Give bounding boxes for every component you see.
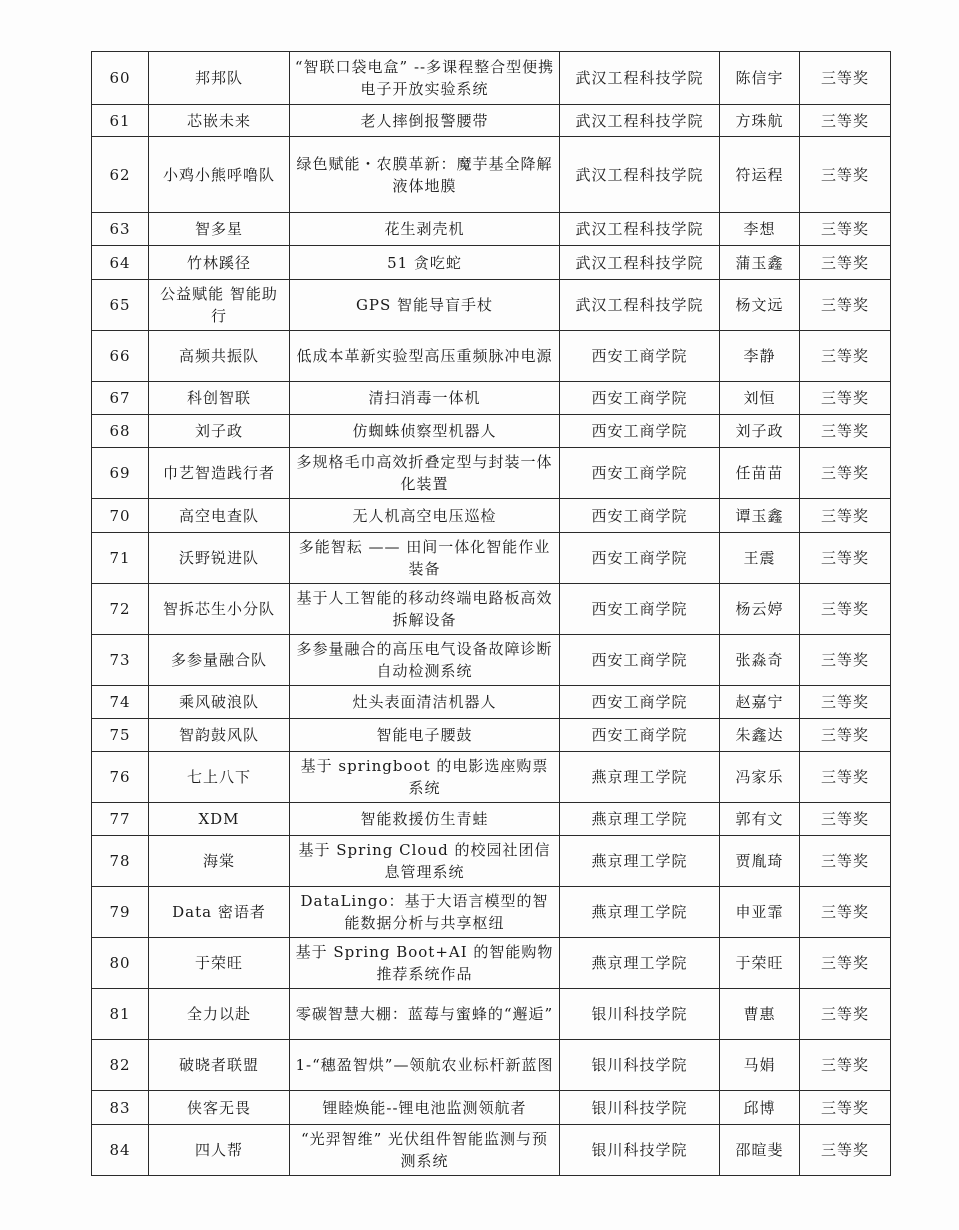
project-title-cell: “光羿智维” 光伏组件智能监测与预测系统 [290,1125,560,1176]
leader-cell: 赵嘉宁 [720,686,800,719]
table-row [92,686,891,719]
row-number-cell: 60 [92,52,149,105]
leader-cell: 于荣旺 [720,938,800,989]
project-title-cell: 零碳智慧大棚：蓝莓与蜜蜂的“邂逅” [290,989,560,1040]
leader-cell: 任苗苗 [720,448,800,499]
school-cell: 西安工商学院 [560,499,720,533]
school-cell: 武汉工程科技学院 [560,246,720,280]
team-name-cell: Data 密语者 [149,887,290,938]
row-number-cell: 71 [92,533,149,584]
leader-cell: 马娟 [720,1040,800,1091]
project-title-cell: 仿蜘蛛侦察型机器人 [290,415,560,448]
leader-cell: 邵暄斐 [720,1125,800,1176]
row-number-cell: 76 [92,752,149,803]
team-name-cell: 智韵鼓风队 [149,719,290,752]
row-number-cell: 67 [92,382,149,415]
table-row [92,1040,891,1091]
award-cell: 三等奖 [800,52,891,105]
leader-cell: 陈信宇 [720,52,800,105]
award-cell: 三等奖 [800,752,891,803]
leader-cell: 曹惠 [720,989,800,1040]
project-title-cell: 低成本革新实验型高压重频脉冲电源 [290,331,560,382]
row-number-cell: 65 [92,280,149,331]
award-cell: 三等奖 [800,213,891,246]
school-cell: 燕京理工学院 [560,803,720,836]
team-name-cell: 沃野锐进队 [149,533,290,584]
table-row [92,887,891,938]
award-cell: 三等奖 [800,719,891,752]
project-title-cell: DataLingo：基于大语言模型的智能数据分析与共享枢纽 [290,887,560,938]
school-cell: 银川科技学院 [560,1125,720,1176]
award-cell: 三等奖 [800,331,891,382]
team-name-cell: 芯嵌未来 [149,105,290,137]
project-title-cell: 无人机高空电压巡检 [290,499,560,533]
row-number-cell: 70 [92,499,149,533]
award-cell: 三等奖 [800,1091,891,1125]
award-cell: 三等奖 [800,1125,891,1176]
leader-cell: 方珠航 [720,105,800,137]
team-name-cell: 竹林蹊径 [149,246,290,280]
table-row [92,52,891,105]
project-title-cell: 多规格毛巾高效折叠定型与封装一体化装置 [290,448,560,499]
team-name-cell: 侠客无畏 [149,1091,290,1125]
table-row [92,280,891,331]
award-cell: 三等奖 [800,836,891,887]
team-name-cell: 刘子政 [149,415,290,448]
school-cell: 银川科技学院 [560,989,720,1040]
school-cell: 银川科技学院 [560,1091,720,1125]
row-number-cell: 74 [92,686,149,719]
award-cell: 三等奖 [800,989,891,1040]
leader-cell: 李静 [720,331,800,382]
row-number-cell: 81 [92,989,149,1040]
school-cell: 武汉工程科技学院 [560,105,720,137]
leader-cell: 蒲玉鑫 [720,246,800,280]
project-title-cell: “智联口袋电盒” --多课程整合型便携电子开放实验系统 [290,52,560,105]
team-name-cell: 四人帮 [149,1125,290,1176]
row-number-cell: 82 [92,1040,149,1091]
table-row [92,415,891,448]
project-title-cell: GPS 智能导盲手杖 [290,280,560,331]
school-cell: 西安工商学院 [560,533,720,584]
table-row [92,382,891,415]
school-cell: 武汉工程科技学院 [560,280,720,331]
row-number-cell: 79 [92,887,149,938]
school-cell: 银川科技学院 [560,1040,720,1091]
school-cell: 西安工商学院 [560,719,720,752]
school-cell: 燕京理工学院 [560,938,720,989]
table-row [92,499,891,533]
awards-table-body [92,52,891,1176]
table-row [92,635,891,686]
row-number-cell: 72 [92,584,149,635]
leader-cell: 符运程 [720,137,800,213]
project-title-cell: 51 贪吃蛇 [290,246,560,280]
team-name-cell: 邦邦队 [149,52,290,105]
table-row [92,938,891,989]
project-title-cell: 1-“穗盈智烘”—领航农业标杆新蓝图 [290,1040,560,1091]
project-title-cell: 绿色赋能・农膜革新：魔芋基全降解液体地膜 [290,137,560,213]
table-row [92,719,891,752]
project-title-cell: 多能智耘 —— 田间一体化智能作业装备 [290,533,560,584]
row-number-cell: 80 [92,938,149,989]
row-number-cell: 63 [92,213,149,246]
school-cell: 西安工商学院 [560,331,720,382]
school-cell: 武汉工程科技学院 [560,213,720,246]
project-title-cell: 基于 Spring Cloud 的校园社团信息管理系统 [290,836,560,887]
leader-cell: 朱鑫达 [720,719,800,752]
award-cell: 三等奖 [800,382,891,415]
award-cell: 三等奖 [800,635,891,686]
leader-cell: 杨文远 [720,280,800,331]
school-cell: 西安工商学院 [560,448,720,499]
school-cell: 西安工商学院 [560,635,720,686]
school-cell: 西安工商学院 [560,584,720,635]
table-row [92,533,891,584]
school-cell: 西安工商学院 [560,415,720,448]
award-cell: 三等奖 [800,1040,891,1091]
award-cell: 三等奖 [800,415,891,448]
leader-cell: 杨云婷 [720,584,800,635]
table-row [92,448,891,499]
award-cell: 三等奖 [800,280,891,331]
project-title-cell: 基于 Spring Boot+AI 的智能购物推荐系统作品 [290,938,560,989]
team-name-cell: 高频共振队 [149,331,290,382]
project-title-cell: 老人摔倒报警腰带 [290,105,560,137]
row-number-cell: 75 [92,719,149,752]
team-name-cell: 于荣旺 [149,938,290,989]
table-row [92,1125,891,1176]
team-name-cell: 全力以赴 [149,989,290,1040]
leader-cell: 刘恒 [720,382,800,415]
project-title-cell: 锂睦焕能--锂电池监测领航者 [290,1091,560,1125]
award-cell: 三等奖 [800,887,891,938]
award-cell: 三等奖 [800,584,891,635]
project-title-cell: 基于 springboot 的电影选座购票系统 [290,752,560,803]
team-name-cell: 多参量融合队 [149,635,290,686]
row-number-cell: 73 [92,635,149,686]
row-number-cell: 78 [92,836,149,887]
table-row [92,836,891,887]
award-cell: 三等奖 [800,448,891,499]
project-title-cell: 花生剥壳机 [290,213,560,246]
team-name-cell: 公益赋能 智能助行 [149,280,290,331]
project-title-cell: 智能救援仿生青蛙 [290,803,560,836]
award-cell: 三等奖 [800,533,891,584]
row-number-cell: 69 [92,448,149,499]
project-title-cell: 清扫消毒一体机 [290,382,560,415]
project-title-cell: 灶头表面清洁机器人 [290,686,560,719]
team-name-cell: 智拆芯生小分队 [149,584,290,635]
team-name-cell: 七上八下 [149,752,290,803]
row-number-cell: 61 [92,105,149,137]
table-row [92,752,891,803]
team-name-cell: 小鸡小熊呼噜队 [149,137,290,213]
leader-cell: 张淼奇 [720,635,800,686]
team-name-cell: 乘风破浪队 [149,686,290,719]
table-row [92,989,891,1040]
row-number-cell: 62 [92,137,149,213]
leader-cell: 邱博 [720,1091,800,1125]
school-cell: 西安工商学院 [560,382,720,415]
row-number-cell: 84 [92,1125,149,1176]
table-row [92,246,891,280]
row-number-cell: 66 [92,331,149,382]
leader-cell: 冯家乐 [720,752,800,803]
school-cell: 燕京理工学院 [560,752,720,803]
table-row [92,137,891,213]
leader-cell: 郭有文 [720,803,800,836]
table-row [92,213,891,246]
school-cell: 武汉工程科技学院 [560,52,720,105]
leader-cell: 申亚霏 [720,887,800,938]
award-cell: 三等奖 [800,246,891,280]
awards-table [91,51,891,1176]
table-row [92,584,891,635]
award-cell: 三等奖 [800,499,891,533]
team-name-cell: 智多星 [149,213,290,246]
project-title-cell: 智能电子腰鼓 [290,719,560,752]
leader-cell: 贾胤琦 [720,836,800,887]
team-name-cell: XDM [149,803,290,836]
project-title-cell: 多参量融合的高压电气设备故障诊断自动检测系统 [290,635,560,686]
school-cell: 燕京理工学院 [560,887,720,938]
school-cell: 武汉工程科技学院 [560,137,720,213]
award-cell: 三等奖 [800,137,891,213]
team-name-cell: 破晓者联盟 [149,1040,290,1091]
leader-cell: 李想 [720,213,800,246]
award-cell: 三等奖 [800,803,891,836]
award-cell: 三等奖 [800,686,891,719]
leader-cell: 谭玉鑫 [720,499,800,533]
team-name-cell: 海棠 [149,836,290,887]
team-name-cell: 科创智联 [149,382,290,415]
project-title-cell: 基于人工智能的移动终端电路板高效拆解设备 [290,584,560,635]
team-name-cell: 高空电查队 [149,499,290,533]
table-row [92,803,891,836]
school-cell: 燕京理工学院 [560,836,720,887]
leader-cell: 王震 [720,533,800,584]
table-row [92,1091,891,1125]
table-row [92,105,891,137]
row-number-cell: 77 [92,803,149,836]
team-name-cell: 巾艺智造践行者 [149,448,290,499]
award-cell: 三等奖 [800,105,891,137]
table-row [92,331,891,382]
school-cell: 西安工商学院 [560,686,720,719]
leader-cell: 刘子政 [720,415,800,448]
award-cell: 三等奖 [800,938,891,989]
row-number-cell: 64 [92,246,149,280]
row-number-cell: 68 [92,415,149,448]
row-number-cell: 83 [92,1091,149,1125]
